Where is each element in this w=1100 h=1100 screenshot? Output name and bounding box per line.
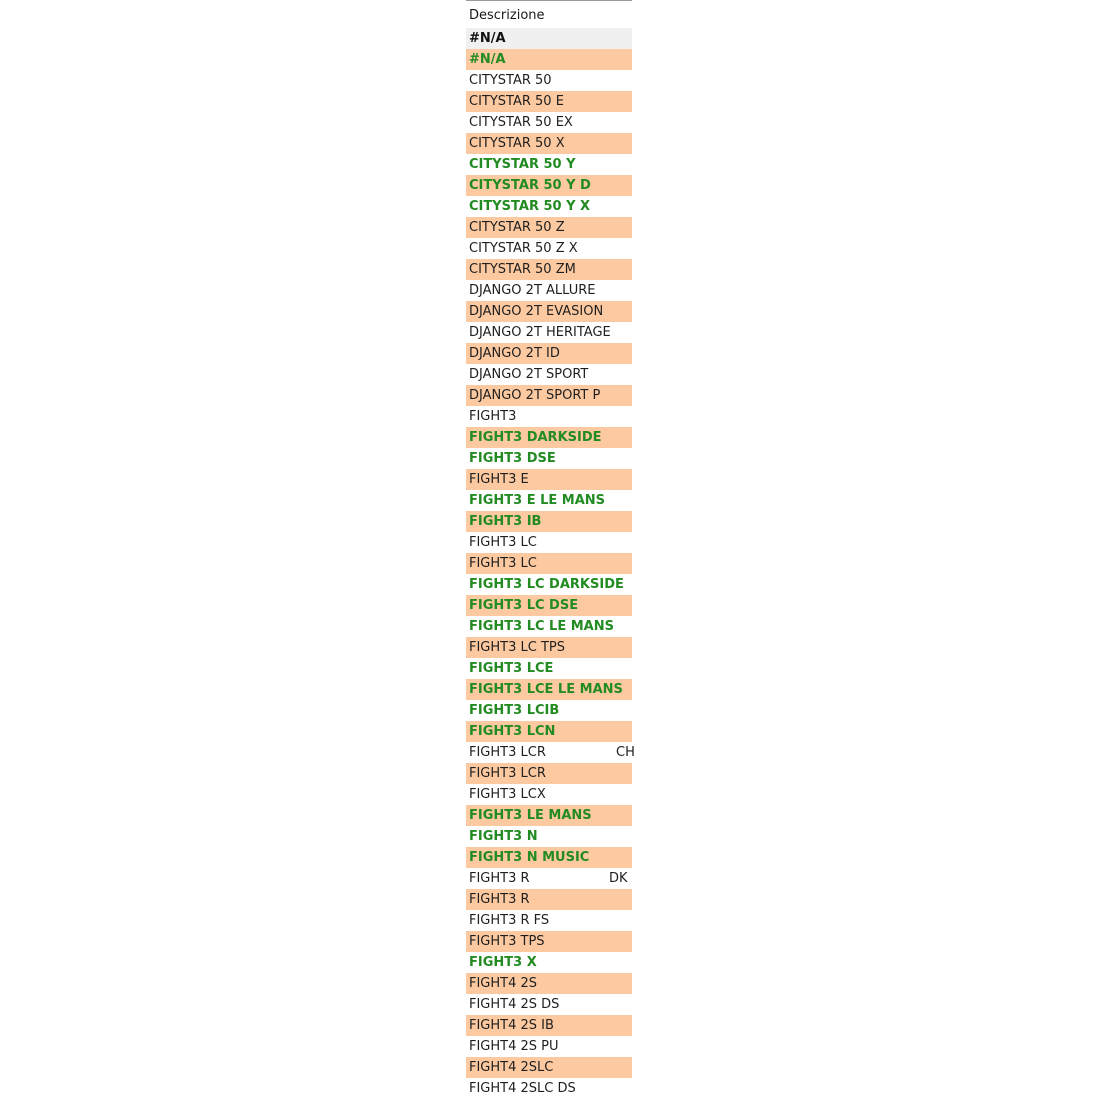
cell-text: DJANGO 2T HERITAGE bbox=[469, 325, 611, 340]
table-row[interactable] bbox=[466, 280, 632, 301]
table-row[interactable] bbox=[466, 616, 632, 637]
cell-text: DJANGO 2T ALLURE bbox=[469, 283, 596, 298]
table-row[interactable] bbox=[466, 1078, 632, 1099]
cell-text: FIGHT3 LCE bbox=[469, 661, 554, 676]
table-row[interactable] bbox=[466, 658, 632, 679]
adjacent-cell-text: CH bbox=[616, 745, 635, 760]
cell-text: FIGHT3 X bbox=[469, 955, 537, 970]
table-row[interactable] bbox=[466, 385, 632, 406]
cell-text: CITYSTAR 50 EX bbox=[469, 115, 573, 130]
cell-text: FIGHT3 LC bbox=[469, 535, 537, 550]
cell-text: FIGHT3 LC bbox=[469, 556, 537, 571]
table-row[interactable] bbox=[466, 49, 632, 70]
spreadsheet-column bbox=[466, 0, 635, 1099]
cell-text: CITYSTAR 50 Y bbox=[469, 157, 576, 172]
cell-text: CITYSTAR 50 Z bbox=[469, 220, 565, 235]
table-row[interactable] bbox=[466, 364, 632, 385]
cell-text: FIGHT3 IB bbox=[469, 514, 542, 529]
cell-text: FIGHT4 2SLC DS bbox=[469, 1081, 576, 1096]
table-row[interactable] bbox=[466, 448, 632, 469]
table-row[interactable] bbox=[466, 112, 632, 133]
table-row[interactable] bbox=[466, 133, 632, 154]
table-row[interactable] bbox=[466, 826, 632, 847]
table-row[interactable] bbox=[466, 91, 632, 112]
cell-text: CITYSTAR 50 Y D bbox=[469, 178, 591, 193]
table-row[interactable] bbox=[466, 175, 632, 196]
table-row[interactable] bbox=[466, 742, 635, 763]
table-row[interactable] bbox=[466, 217, 632, 238]
table-row[interactable] bbox=[466, 469, 632, 490]
table-row[interactable] bbox=[466, 847, 632, 868]
cell-list bbox=[466, 28, 635, 1099]
cell-text: FIGHT3 R bbox=[469, 871, 530, 886]
cell-text: CITYSTAR 50 E bbox=[469, 94, 564, 109]
cell-text: FIGHT3 R FS bbox=[469, 913, 550, 928]
cell-text: CITYSTAR 50 Z X bbox=[469, 241, 578, 256]
cell-text: FIGHT3 DARKSIDE bbox=[469, 430, 602, 445]
table-row[interactable] bbox=[466, 952, 632, 973]
cell-text: FIGHT3 LE MANS bbox=[469, 808, 592, 823]
cell-text: FIGHT3 LC DARKSIDE bbox=[469, 577, 624, 592]
table-row[interactable] bbox=[466, 889, 632, 910]
cell-text: FIGHT3 TPS bbox=[469, 934, 545, 949]
adjacent-cell-text: DK bbox=[609, 871, 628, 886]
cell-text: FIGHT4 2S IB bbox=[469, 1018, 554, 1033]
table-row[interactable] bbox=[466, 595, 632, 616]
table-row[interactable] bbox=[466, 301, 632, 322]
cell-text: FIGHT3 LCE LE MANS bbox=[469, 682, 623, 697]
table-row[interactable] bbox=[466, 553, 632, 574]
cell-text: #N/A bbox=[469, 52, 506, 67]
cell-text: FIGHT3 LC DSE bbox=[469, 598, 579, 613]
cell-text: FIGHT3 LCX bbox=[469, 787, 546, 802]
table-row[interactable] bbox=[466, 574, 632, 595]
cell-text: FIGHT3 E LE MANS bbox=[469, 493, 606, 508]
table-row[interactable] bbox=[466, 196, 632, 217]
cell-text: CITYSTAR 50 bbox=[469, 73, 552, 88]
table-row[interactable] bbox=[466, 763, 632, 784]
table-row[interactable] bbox=[466, 70, 632, 91]
cell-text: DJANGO 2T SPORT P bbox=[469, 388, 601, 403]
table-row[interactable] bbox=[466, 343, 632, 364]
cell-text: FIGHT3 R bbox=[469, 892, 530, 907]
table-row[interactable] bbox=[466, 259, 632, 280]
table-row[interactable] bbox=[466, 532, 632, 553]
cell-text: FIGHT4 2SLC bbox=[469, 1060, 554, 1075]
table-row[interactable] bbox=[466, 679, 632, 700]
cell-text: FIGHT3 LCR bbox=[469, 766, 546, 781]
cell-text: DJANGO 2T EVASION bbox=[469, 304, 604, 319]
cell-text: FIGHT4 2S bbox=[469, 976, 538, 991]
table-row[interactable] bbox=[466, 427, 632, 448]
cell-text: FIGHT3 N bbox=[469, 829, 538, 844]
cell-text: FIGHT3 LCIB bbox=[469, 703, 560, 718]
cell-text: FIGHT4 2S DS bbox=[469, 997, 560, 1012]
table-row[interactable] bbox=[466, 784, 632, 805]
column-header[interactable]: Descrizione bbox=[466, 1, 632, 28]
cell-text: FIGHT3 bbox=[469, 409, 517, 424]
cell-text: CITYSTAR 50 Y X bbox=[469, 199, 591, 214]
cell-text: #N/A bbox=[469, 31, 506, 46]
table-row[interactable] bbox=[466, 406, 632, 427]
table-row[interactable] bbox=[466, 973, 632, 994]
cell-text: DJANGO 2T SPORT bbox=[469, 367, 589, 382]
table-row[interactable] bbox=[466, 511, 632, 532]
cell-text: DJANGO 2T ID bbox=[469, 346, 560, 361]
table-row[interactable] bbox=[466, 805, 632, 826]
cell-text: FIGHT3 LCR bbox=[469, 745, 546, 760]
table-row[interactable] bbox=[466, 910, 632, 931]
table-row[interactable] bbox=[466, 868, 632, 889]
table-row[interactable] bbox=[466, 490, 632, 511]
table-row[interactable] bbox=[466, 700, 632, 721]
cell-text: CITYSTAR 50 X bbox=[469, 136, 565, 151]
table-row[interactable] bbox=[466, 994, 632, 1015]
table-row[interactable] bbox=[466, 154, 632, 175]
table-row[interactable] bbox=[466, 721, 632, 742]
table-row[interactable] bbox=[466, 637, 632, 658]
cell-text: FIGHT4 2S PU bbox=[469, 1039, 559, 1054]
table-row[interactable] bbox=[466, 1036, 632, 1057]
cell-text: FIGHT3 E bbox=[469, 472, 529, 487]
cell-text: FIGHT3 N MUSIC bbox=[469, 850, 590, 865]
cell-text: FIGHT3 LC TPS bbox=[469, 640, 565, 655]
cell-text: FIGHT3 LCN bbox=[469, 724, 556, 739]
table-row[interactable] bbox=[466, 1015, 632, 1036]
table-row[interactable] bbox=[466, 238, 632, 259]
table-row[interactable] bbox=[466, 931, 632, 952]
table-row[interactable] bbox=[466, 1057, 632, 1078]
table-row[interactable] bbox=[466, 28, 632, 49]
table-row[interactable] bbox=[466, 322, 632, 343]
cell-text: CITYSTAR 50 ZM bbox=[469, 262, 576, 277]
cell-text: FIGHT3 DSE bbox=[469, 451, 556, 466]
cell-text: FIGHT3 LC LE MANS bbox=[469, 619, 614, 634]
